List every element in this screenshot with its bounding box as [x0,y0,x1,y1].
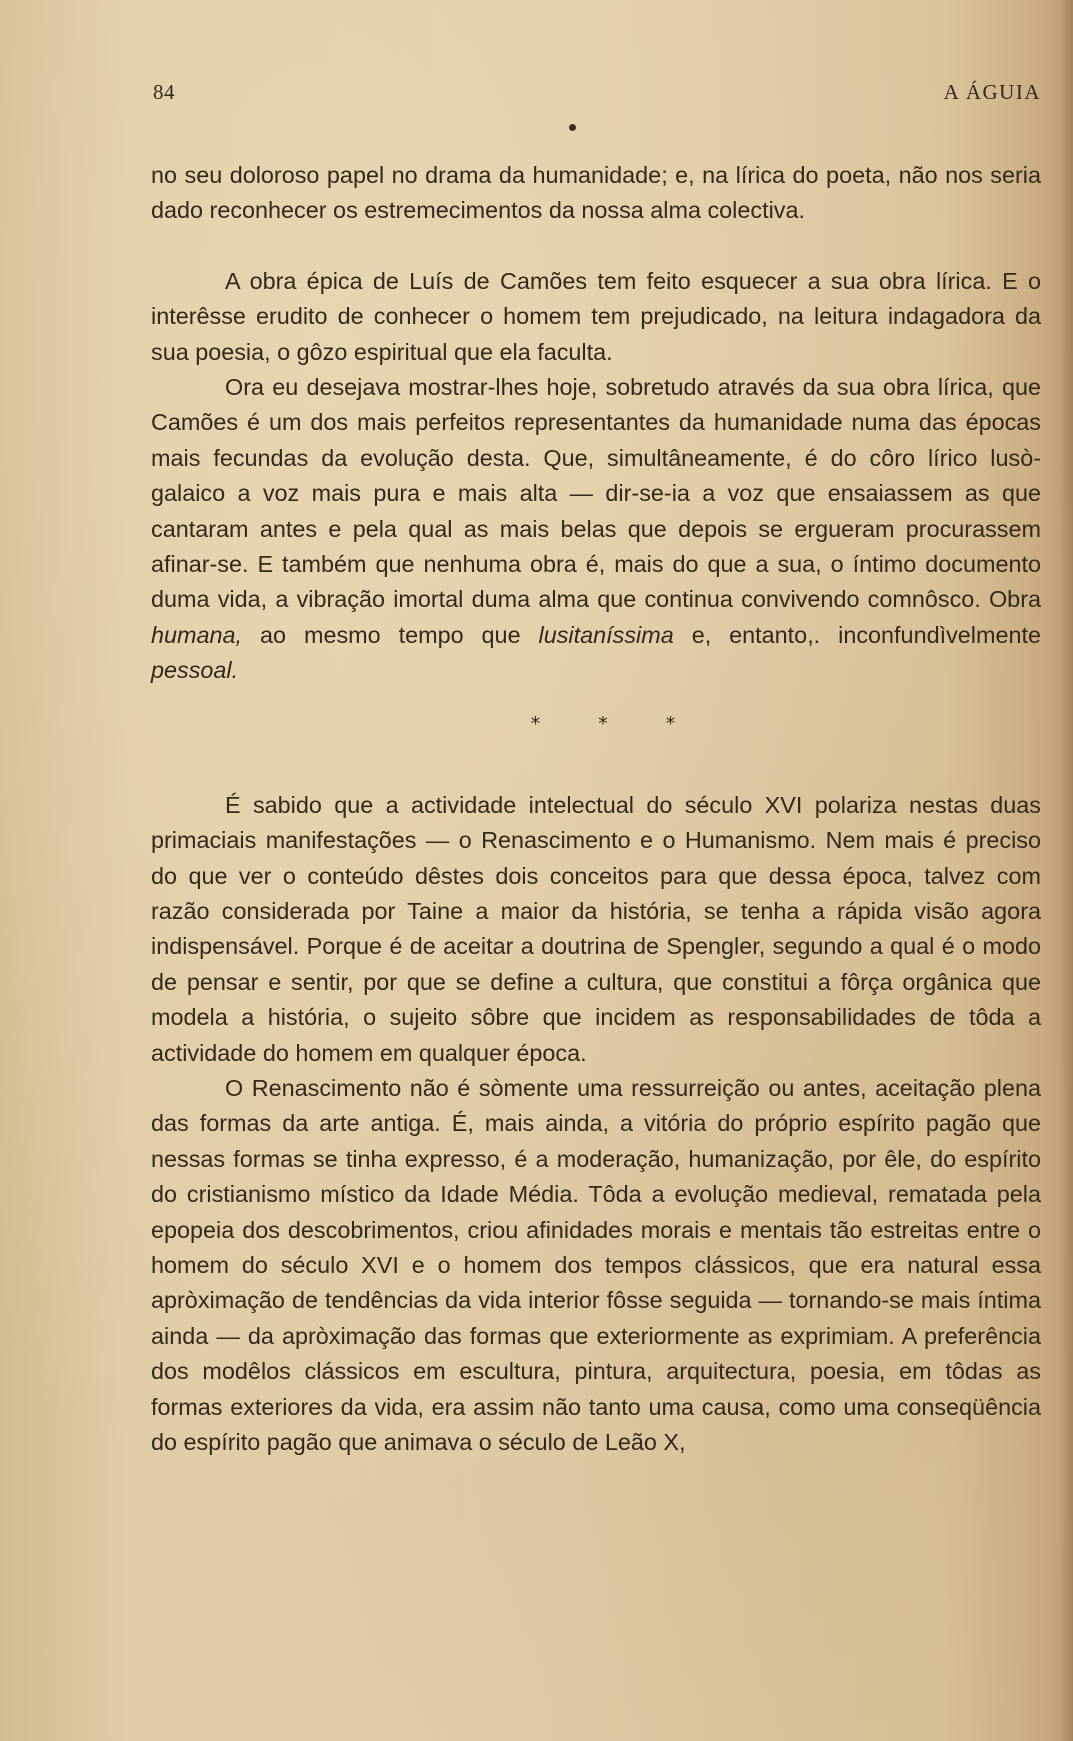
ink-spot [569,124,576,131]
paragraph-text: e, entanto,. inconfundìvelmente [691,621,1041,648]
page-number: 84 [153,80,175,104]
emphasis-humana: humana, [151,621,243,648]
page-edge-shadow [1059,0,1073,1741]
paragraph-text: Ora eu desejava mostrar-lhes hoje, sobretudo através da sua obra lírica, que Camões é um dos mais perfeitos representantes da humanidade numa das épocas mais fecundas da evolução desta. Que, simultâneamente, é do côro lírico lusò-galaico a voz mais pura e mais alta — dir-se-ia a voz que ensaiassem as que cantaram antes e pela qual as mais belas que depois se ergueram procurassem afinar-se. E também que nenhuma obra é, mais do que a sua, o íntimo documento duma vida, a vibração imortal duma alma que continua convivendo comnôsco. Obra [151,374,1041,613]
running-head [153,80,1041,108]
paragraph-camoes-epic: A obra épica de Luís de Camões tem feito esquecer a sua obra lírica. E o interêsse erudito de conhecer o homem tem prejudicado, na leitura indagadora da sua poesia, o gôzo espiritual que ela faculta. [151,267,1041,365]
emphasis-pessoal: pessoal. [151,657,239,684]
journal-title: A ÁGUIA [943,80,1041,104]
paragraph-renaissance-definition: O Renascimento não é sòmente uma ressurreição ou antes, aceitação plena das formas da arte antiga. É, mais ainda, a vitória do próprio espírito pagão que nessas formas se tinha expresso, é a moderação, humanização, por êle, do espírito do cristianismo místico da Idade Média. Tôda a evolução medieval, rematada pela epopeia dos descobrimentos, criou afinidades morais e mentais tão estreitas entre o homem do século XVI e o homem dos tempos clássicos, que era natural essa apròximação de tendências da vida interior fôsse seguida — tornando-se mais íntima ainda — da apròximação das formas que exteriormente as exprimiam. A preferência dos modêlos clássicos em escultura, pintura, arquitectura, poesia, em tôdas as formas exteriores da vida, era assim não tanto uma causa, como uma conseqüência do espírito pagão que animava o século de Leão X, [151,1074,1041,1455]
emphasis-lusitanissima: lusitaníssima [538,621,674,648]
paragraph-text: ao mesmo tempo que [259,621,521,648]
section-separator: * * * [530,712,702,735]
paragraph-lyric-thesis [151,370,1041,689]
body-text [151,158,1041,1460]
paragraph-continued: no seu doloroso papel no drama da humanidade; e, na lírica do poeta, não nos seria dado reconhecer os estremecimentos da nossa alma colectiva. [151,162,1041,224]
paragraph-renaissance-humanism: É sabido que a actividade intelectual do século XVI polariza nestas duas primaciais manifestações — o Renascimento e o Humanismo. Nem mais é preciso do que ver o conteúdo dêstes dois conceitos para que dessa época, talvez com razão considerada por Taine a maior da história, se tenha a rápida visão agora indispensável. Porque é de aceitar a doutrina de Spengler, segundo a qual é o modo de pensar e sentir, por que se define a cultura, que constitui a fôrça orgânica que modela a história, o sujeito sôbre que incidem as responsabilidades de tôda a actividade do homem em qualquer época. [151,791,1041,1066]
